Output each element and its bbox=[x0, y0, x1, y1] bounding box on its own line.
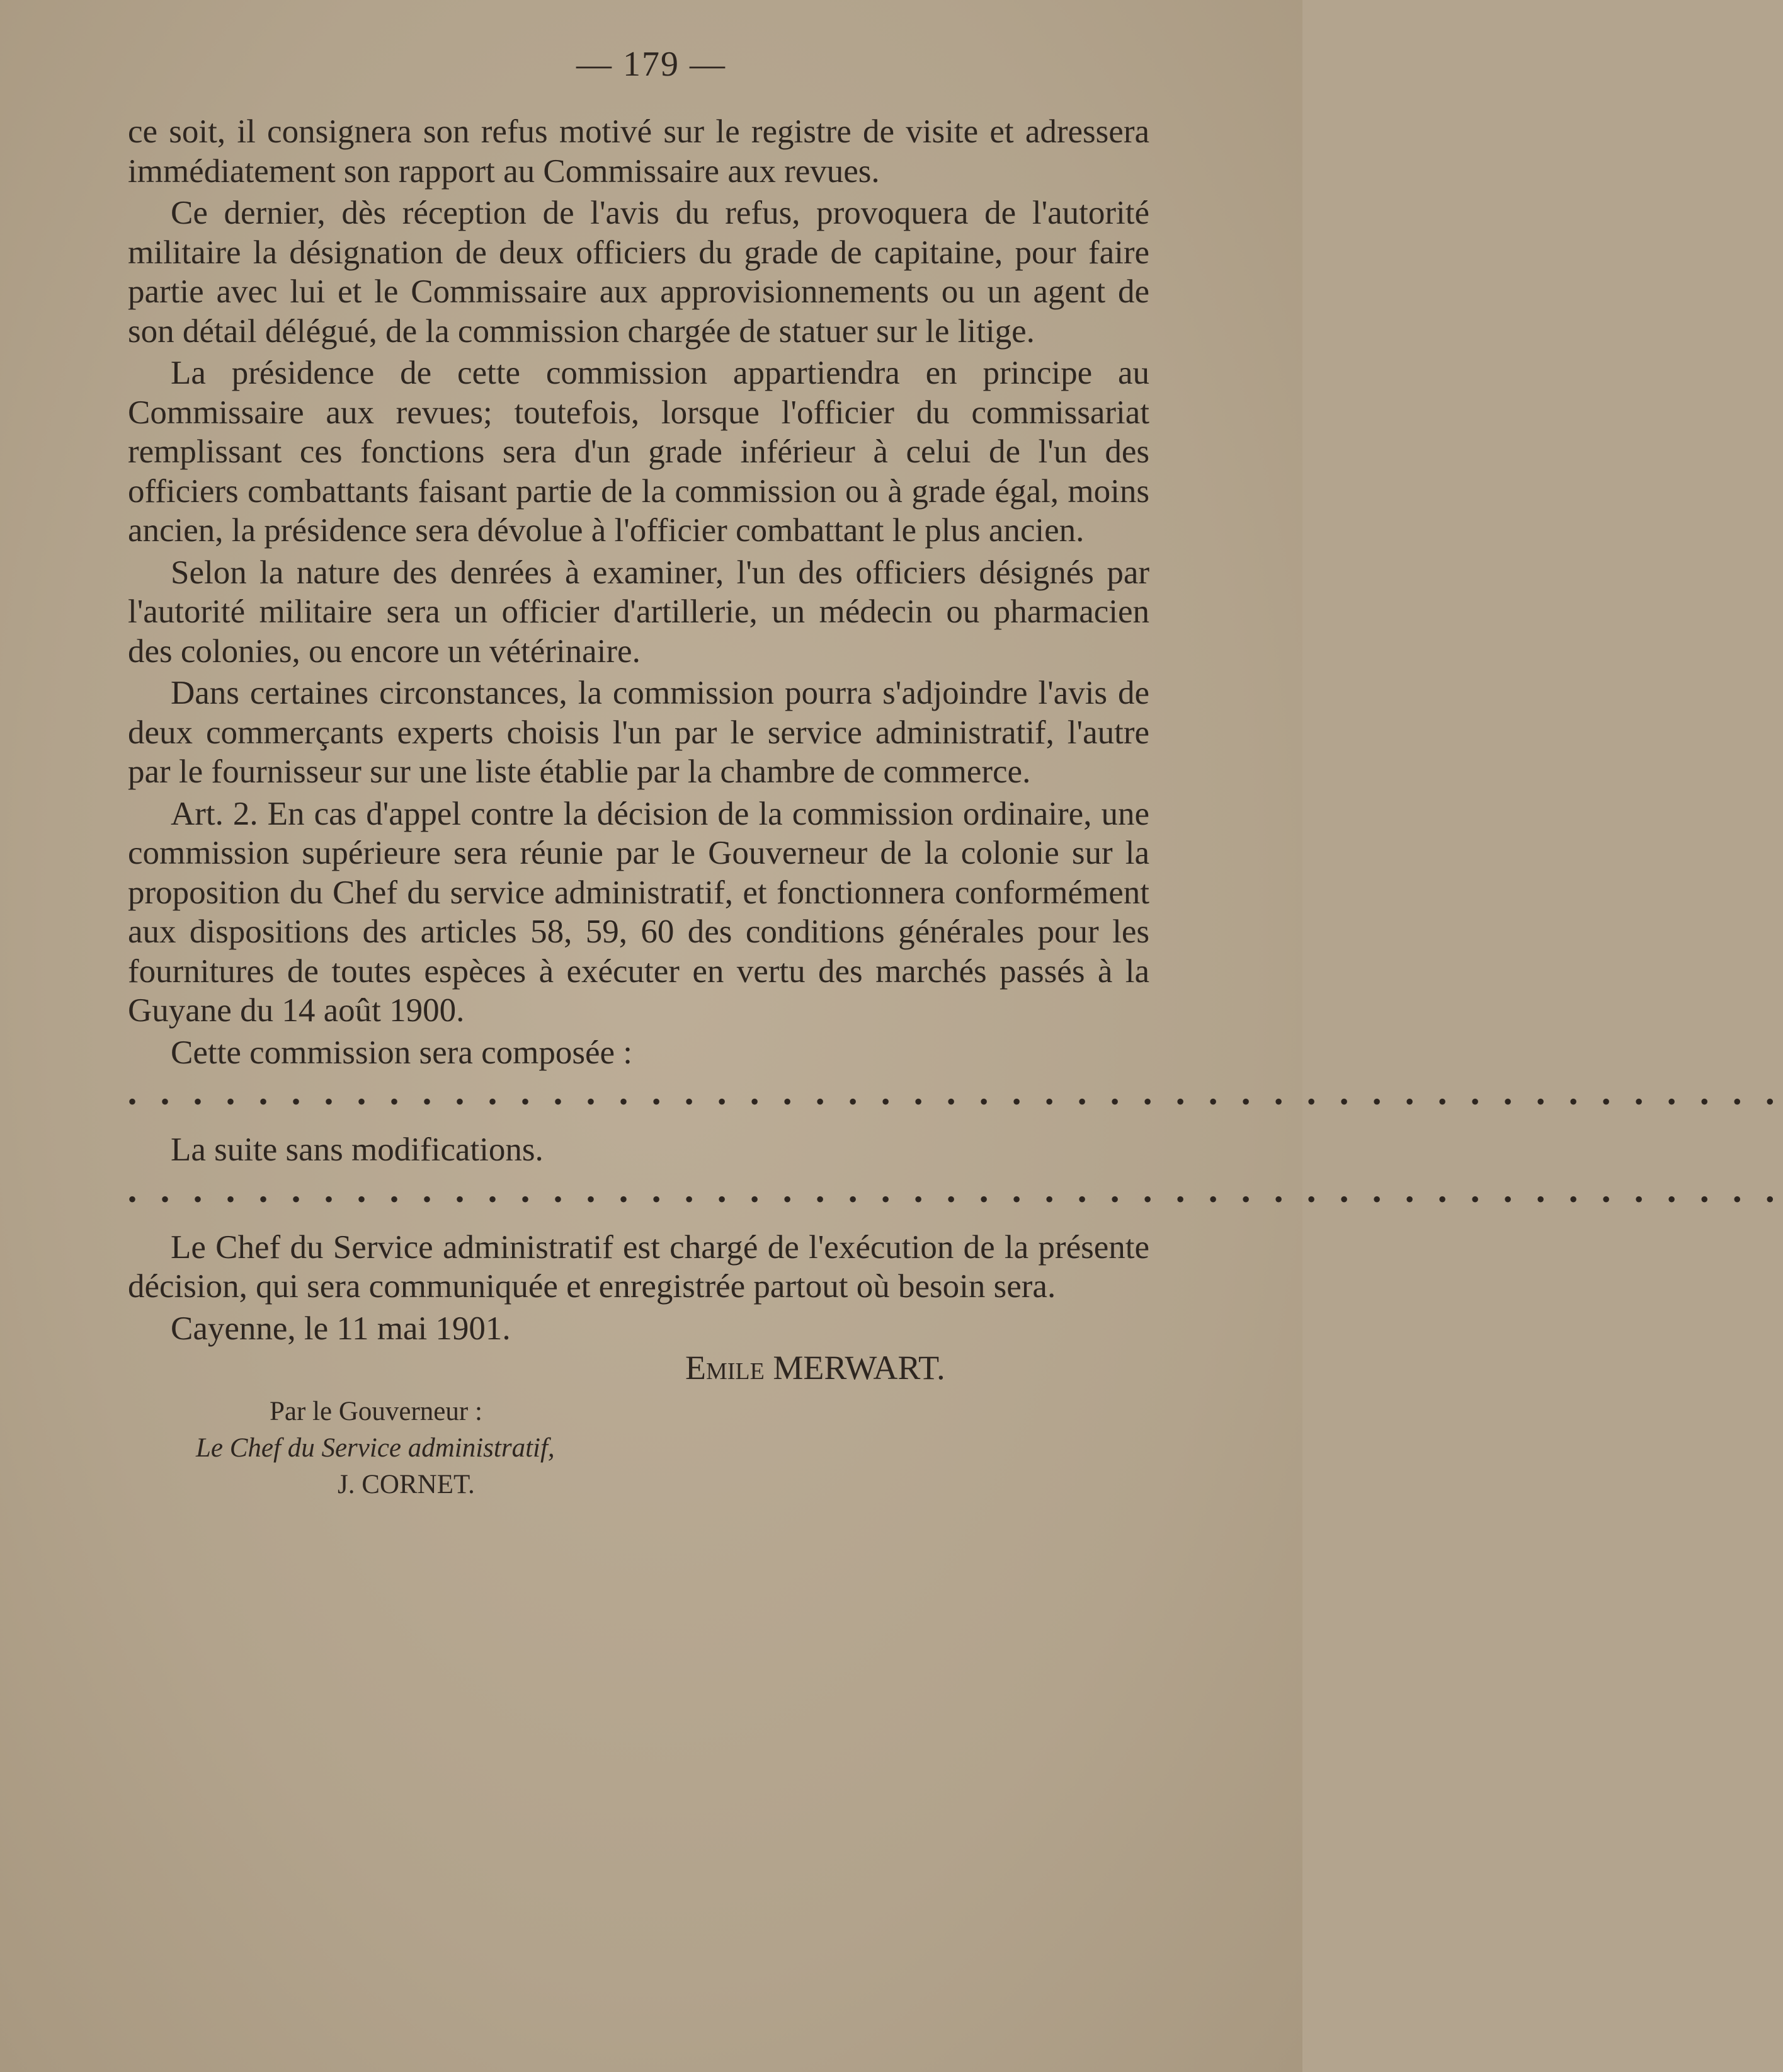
chef-name: J. CORNET. bbox=[338, 1470, 475, 1499]
page-number: — 179 — bbox=[576, 45, 726, 84]
chef-title: Le Chef du Service administratif, bbox=[196, 1433, 555, 1463]
paragraph: La présidence de cette commission appartiendra en principe au Commissaire aux revues; toutefois, lorsque l'officier du commissariat remplissant ces fonctions sera d'un grade inférieur à celui de l'un des officiers combattants faisant partie de la commission ou à grade égal, moins ancien, la présidence sera dévolue à l'officier combattant le plus ancien. bbox=[128, 355, 1149, 549]
article-2: Art. 2. En cas d'appel contre la décision de la commission ordinaire, une commission supérieure sera réunie par le Gouverneur de la colonie sur la proposition du Chef du service administratif, et fonctionnera conformément aux dispositions des articles 58, 59, 60 des conditions générales pour les fournitures de toutes espèces à exécuter en vertu des marchés passés à la Guyane du 14 août 1900. bbox=[128, 795, 1149, 1029]
par-le-gouverneur: Par le Gouverneur : bbox=[270, 1397, 482, 1426]
paragraph: Selon la nature des denrées à examiner, l'un des officiers désignés par l'autorité militaire sera un officier d'artillerie, un médecin ou pharmacien des colonies, ou encore un vétérinaire. bbox=[128, 554, 1149, 670]
signature-last-name: MERWART. bbox=[773, 1349, 945, 1387]
paragraph: Dans certaines circonstances, la commission pourra s'adjoindre l'avis de deux commerçants experts choisis l'un par le service administratif, l'autre par le fournisseur sur une liste établie par la chambre de commerce. bbox=[128, 675, 1149, 790]
body-text bbox=[128, 112, 1783, 1503]
paragraph: Cette commission sera composée : bbox=[171, 1034, 632, 1071]
ellipsis-row: • • • • • • • • • • • • • • • • • • • • • • • • • • • • • • • • • • • • • • • • • • • • • • • • • • • bbox=[128, 1087, 1783, 1116]
suite-line: La suite sans modifications. bbox=[171, 1131, 544, 1168]
signature-first-name: Emile bbox=[685, 1349, 765, 1387]
paragraph: ce soit, il consignera son refus motivé sur le registre de visite et adressera immédiatement son rapport au Commissaire aux revues. bbox=[128, 113, 1149, 190]
ellipsis-row: • • • • • • • • • • • • • • • • • • • • • • • • • • • • • • • • • • • • • • • • • • • • • • • • • • • bbox=[128, 1184, 1783, 1213]
date-line: Cayenne, le 11 mai 1901. bbox=[171, 1310, 511, 1347]
signature bbox=[685, 1348, 1149, 1387]
closing-paragraph: Le Chef du Service administratif est chargé de l'exécution de la présente décision, qui sera communiquée et enregistrée partout où besoin sera. bbox=[128, 1228, 1149, 1305]
paragraph: Ce dernier, dès réception de l'avis du refus, provoquera de l'autorité militaire la désignation de deux officiers du grade de capitaine, pour faire partie avec lui et le Commissaire aux approvisionnements ou un agent de son détail délégué, de la commission chargée de statuer sur le litige. bbox=[128, 195, 1149, 350]
